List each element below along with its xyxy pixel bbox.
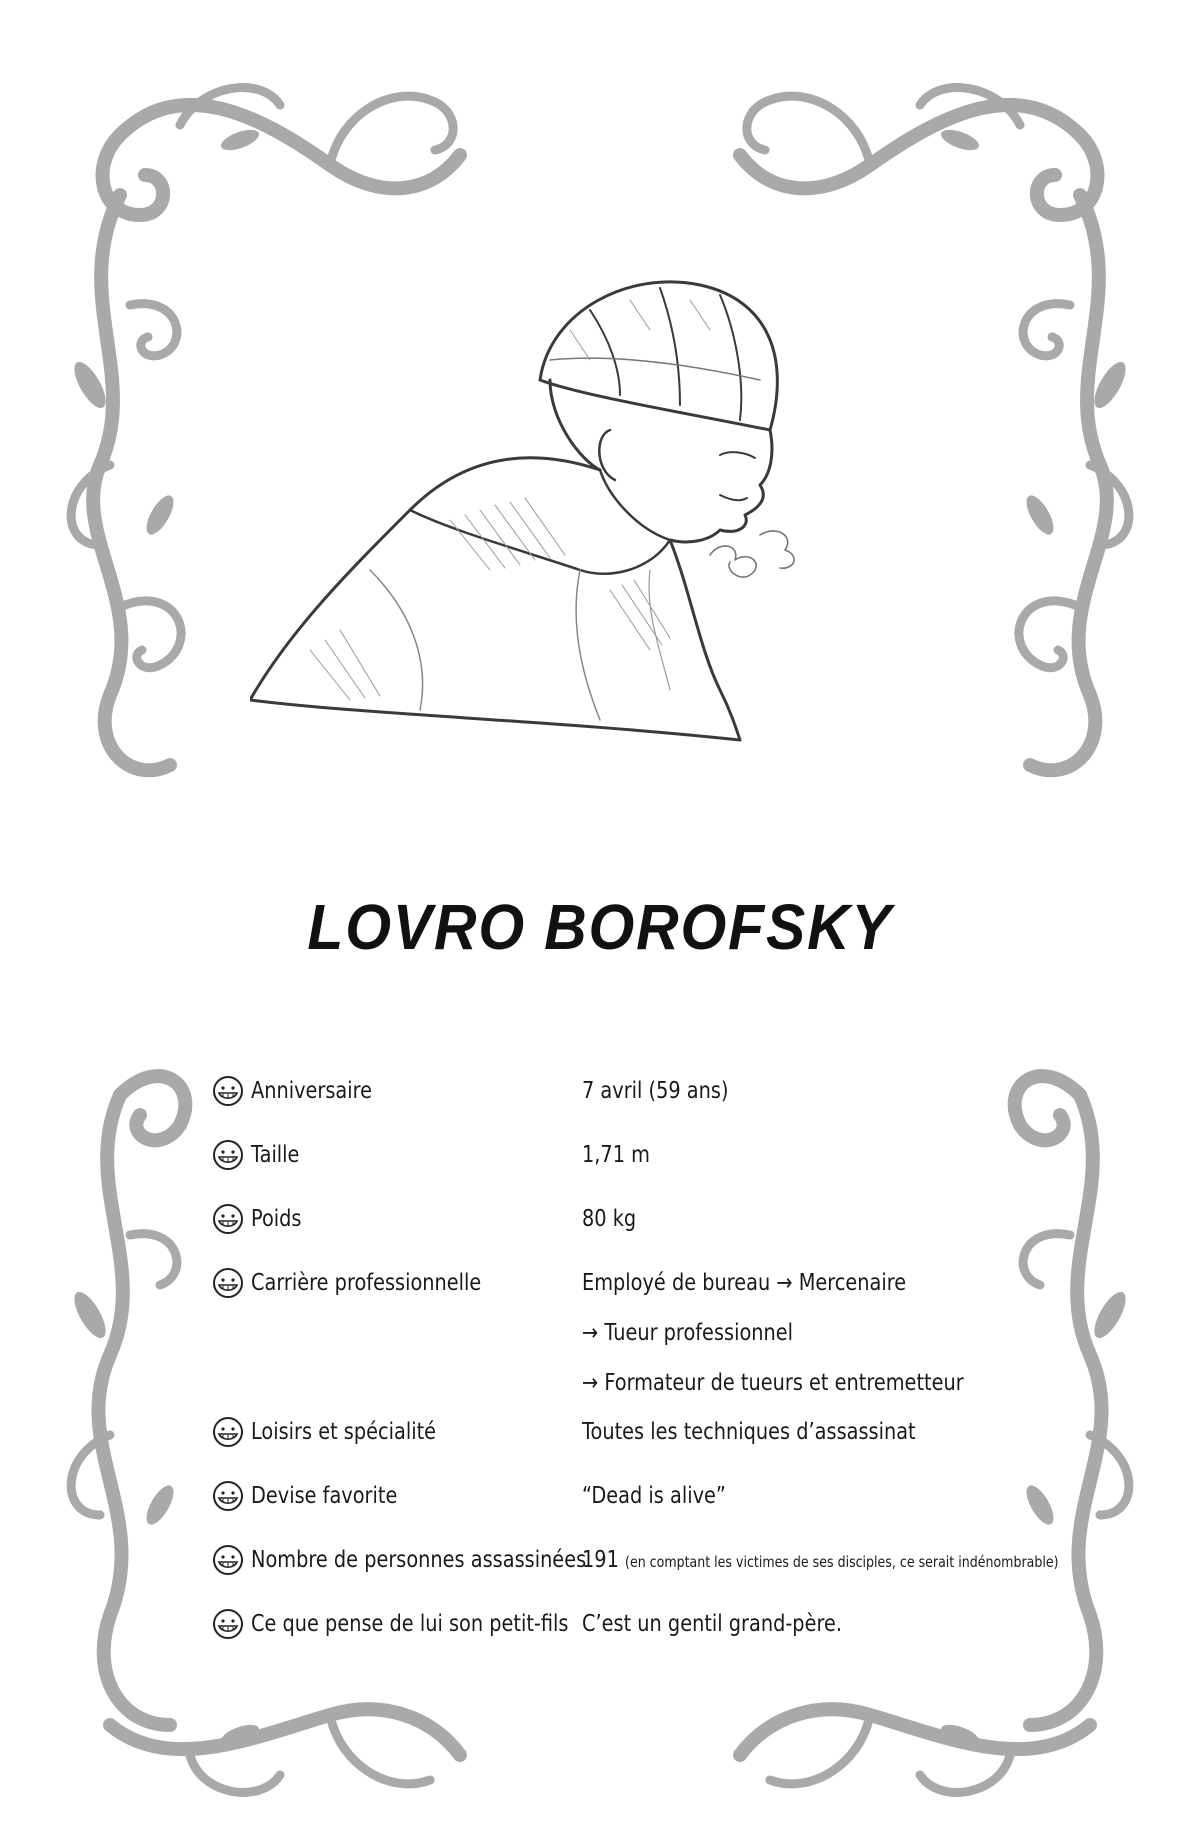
profile-value: Employé de bureau → Mercenaire xyxy=(582,1270,907,1296)
man-in-cap-sketch xyxy=(250,270,850,820)
profile-table xyxy=(212,1075,1072,1672)
profile-label: Nombre de personnes assassinées xyxy=(251,1547,587,1573)
profile-note: (en comptant les victimes de ses disciples, ce serait indénombrable) xyxy=(625,1553,1059,1571)
profile-value: 7 avril (59 ans) xyxy=(582,1078,729,1104)
profile-value: 1,71 m xyxy=(582,1142,650,1168)
profile-row-hobbies xyxy=(212,1416,1072,1480)
profile-row-height xyxy=(212,1139,1072,1203)
profile-label: Devise favorite xyxy=(251,1483,398,1509)
profile-row-career xyxy=(212,1267,1072,1416)
profile-row-grandson-opinion xyxy=(212,1608,1072,1672)
profile-label: Anniversaire xyxy=(251,1078,373,1104)
profile-row-weight xyxy=(212,1203,1072,1267)
smiling-face-icon xyxy=(212,1203,244,1235)
profile-value: “Dead is alive” xyxy=(582,1483,726,1509)
profile-value-group xyxy=(582,1547,1059,1573)
smiling-face-icon xyxy=(212,1075,244,1107)
character-name: LOVRO BOROFSKY xyxy=(307,891,893,963)
smiling-face-icon xyxy=(212,1139,244,1171)
profile-label: Poids xyxy=(251,1206,302,1232)
profile-value: 191 xyxy=(582,1547,619,1573)
smiling-face-icon xyxy=(212,1416,244,1448)
profile-label: Ce que pense de lui son petit-fils xyxy=(251,1611,569,1637)
smiling-face-icon xyxy=(212,1480,244,1512)
profile-value: C’est un gentil grand-père. xyxy=(582,1611,843,1637)
profile-row-kills xyxy=(212,1544,1072,1608)
profile-value: → Tueur professionnel xyxy=(582,1320,794,1346)
profile-label: Loisirs et spécialité xyxy=(251,1419,437,1445)
profile-row-birthday xyxy=(212,1075,1072,1139)
smiling-face-icon xyxy=(212,1267,244,1299)
profile-label: Taille xyxy=(251,1142,300,1168)
smiling-face-icon xyxy=(212,1608,244,1640)
profile-label: Carrière professionnelle xyxy=(251,1270,482,1296)
profile-value: Toutes les techniques d’assassinat xyxy=(582,1419,916,1445)
profile-value: 80 kg xyxy=(582,1206,637,1232)
smiling-face-icon xyxy=(212,1544,244,1576)
profile-value: → Formateur de tueurs et entremetteur xyxy=(582,1370,964,1396)
profile-row-motto xyxy=(212,1480,1072,1544)
